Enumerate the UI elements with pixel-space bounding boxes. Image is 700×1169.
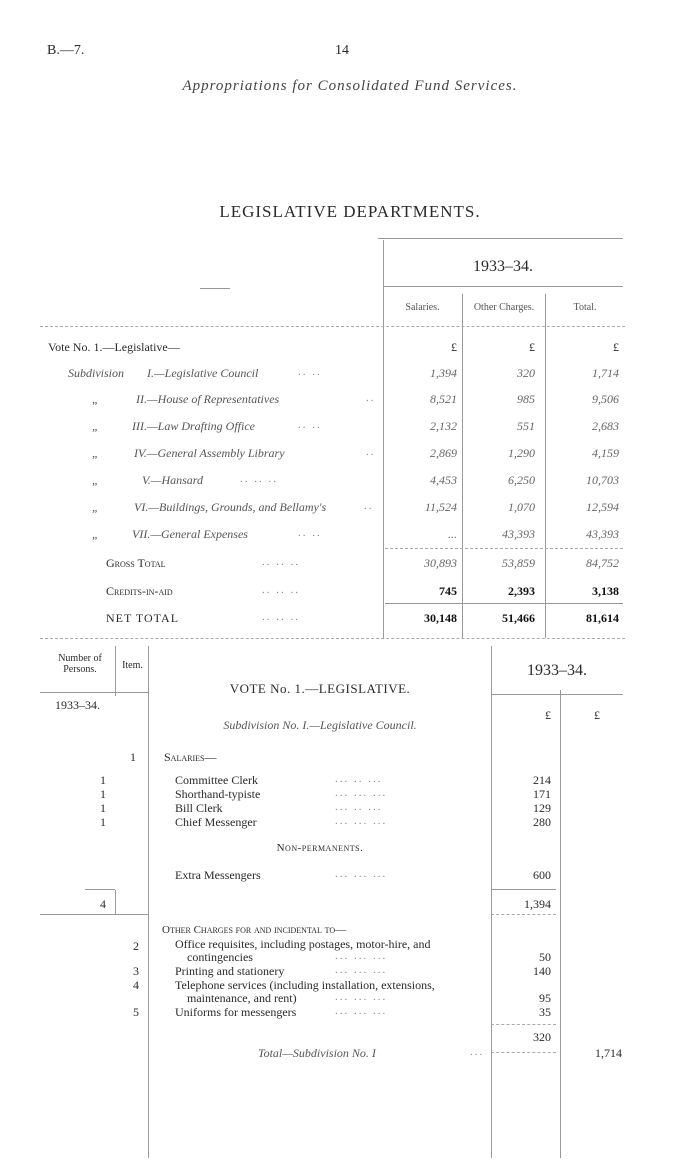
leader-dots: .. ..	[298, 419, 322, 431]
row-label: I.—Legislative Council	[147, 366, 259, 380]
leader-dots: .. .. ..	[240, 473, 278, 485]
currency-other: £	[529, 340, 535, 354]
salaries-heading: Salaries—	[164, 750, 217, 764]
other-charges-text: Other Charges for and incidental to—	[162, 924, 347, 936]
other-amount: 50	[539, 950, 551, 964]
row-other: 551	[517, 419, 535, 433]
row-total: 2,683	[592, 419, 619, 433]
leader-dots: ... ... ...	[335, 868, 388, 880]
col-total: Total.	[573, 302, 597, 313]
non-permanents-heading	[150, 842, 490, 854]
credits-total: 3,138	[592, 584, 619, 598]
row-prefix: „	[92, 446, 99, 460]
other-label: Office requisites, including postages, motor-hire, and	[175, 937, 431, 951]
rule	[560, 690, 561, 1158]
row-label: VI.—Buildings, Grounds, and Bellamy's	[134, 500, 327, 514]
row-salaries: 11,524	[424, 500, 457, 514]
rule	[491, 889, 556, 890]
salary-label: Bill Clerk	[175, 801, 223, 815]
leader-dots: ... ... ...	[335, 964, 388, 976]
item-number: 3	[133, 964, 139, 978]
row-prefix: Subdivision	[68, 366, 124, 380]
salaries-total: 1,394	[524, 897, 551, 911]
col-item: Item.	[122, 660, 143, 671]
leader-dots: ... ... ...	[335, 787, 388, 799]
currency-col2: £	[594, 708, 600, 722]
other-charges-heading	[162, 924, 346, 936]
rule	[148, 646, 149, 1158]
rule	[491, 1024, 556, 1025]
rule	[491, 694, 623, 695]
leader-dots: .. .. ..	[262, 556, 300, 568]
row-prefix: „	[92, 527, 99, 541]
persons-count: 1	[100, 801, 106, 815]
vote-title: Vote No. 1.—Legislative—	[48, 340, 180, 354]
salary-amount: 129	[533, 801, 551, 815]
extra-messengers-label: Extra Messengers	[175, 868, 261, 882]
non-permanents-text: Non-permanents.	[276, 842, 364, 854]
extra-messengers-amount: 600	[533, 868, 551, 882]
leader-dots: .. .. ..	[262, 584, 300, 596]
row-prefix: „	[92, 419, 99, 433]
rule	[40, 914, 148, 915]
row-other: 985	[517, 392, 535, 406]
credits-other: 2,393	[508, 584, 535, 598]
currency-salaries: £	[451, 340, 457, 354]
rule	[40, 692, 148, 693]
rule	[491, 914, 556, 915]
row-label: III.—Law Drafting Office	[132, 419, 255, 433]
leader-dots: ...	[470, 1046, 485, 1058]
row-label: II.—House of Representatives	[136, 392, 280, 406]
rule	[378, 238, 623, 239]
rule	[385, 603, 623, 604]
leader-dots: ... ... ...	[335, 950, 388, 962]
other-label-cont: contingencies	[187, 950, 253, 964]
leader-dots: .. ..	[298, 366, 322, 378]
summary-year: 1933–34.	[473, 258, 533, 275]
leader-dots: .. .. ..	[262, 611, 300, 623]
rule	[385, 548, 623, 549]
item-number: 4	[133, 978, 139, 992]
department-title: LEGISLATIVE DEPARTMENTS.	[219, 202, 481, 221]
leader-dots: ..	[366, 446, 376, 458]
persons-count: 1	[100, 787, 106, 801]
salary-amount: 214	[533, 773, 551, 787]
credits-label: Credits-in-aid	[106, 584, 173, 598]
other-amount: 95	[539, 991, 551, 1005]
rule	[40, 326, 625, 327]
other-amount: 140	[533, 964, 551, 978]
rule	[115, 890, 116, 914]
page-subtitle: Appropriations for Consolidated Fund Services.	[182, 78, 518, 94]
row-prefix: „	[92, 473, 99, 487]
salary-label: Shorthand-typiste	[175, 787, 261, 801]
item-number: 1	[130, 750, 136, 764]
leader-dots: ..	[366, 392, 376, 404]
gross-other: 53,859	[502, 556, 535, 570]
col-other-charges: Other Charges.	[473, 302, 535, 313]
net-salaries: 30,148	[424, 611, 457, 625]
leader-dots: .. ..	[298, 527, 322, 539]
salary-label: Committee Clerk	[175, 773, 258, 787]
net-total: 81,614	[586, 611, 619, 625]
salary-label: Chief Messenger	[175, 815, 257, 829]
leader-dots: ... ... ...	[335, 991, 388, 1003]
gross-total: 84,752	[586, 556, 619, 570]
other-amount: 35	[539, 1005, 551, 1019]
salary-amount: 280	[533, 815, 551, 829]
row-prefix: „	[92, 392, 99, 406]
row-salaries: 1,394	[430, 366, 457, 380]
row-total: 10,703	[586, 473, 619, 487]
persons-count: 1	[100, 815, 106, 829]
row-other: 1,070	[508, 500, 535, 514]
leader-dots: ..	[364, 500, 374, 512]
col-number-of-persons: Number of Persons.	[58, 653, 102, 675]
col-salaries: Salaries.	[405, 302, 440, 313]
persons-total: 4	[100, 897, 106, 911]
item-number: 5	[133, 1005, 139, 1019]
net-label: NET TOTAL	[106, 611, 180, 625]
row-other: 43,393	[502, 527, 535, 541]
other-label-cont: maintenance, and rent)	[187, 991, 297, 1005]
row-label: IV.—General Assembly Library	[134, 446, 285, 460]
salary-amount: 171	[533, 787, 551, 801]
item-number: 2	[133, 939, 139, 953]
row-prefix: „	[92, 500, 99, 514]
subdivision-title: Subdivision No. I.—Legislative Council.	[223, 718, 417, 732]
subdivision-total-label: Total—Subdivision No. I	[258, 1046, 376, 1060]
row-label: V.—Hansard	[142, 473, 204, 487]
page-number: 14	[335, 43, 349, 58]
credits-salaries: 745	[439, 584, 457, 598]
row-other: 320	[517, 366, 535, 380]
row-other: 1,290	[508, 446, 535, 460]
rule	[491, 1052, 556, 1053]
currency-col1: £	[545, 708, 551, 722]
document-ref: B.—7.	[47, 43, 85, 58]
row-salaries: 2,869	[430, 446, 457, 460]
rule	[200, 288, 230, 289]
gross-label: Gross Total	[106, 556, 166, 570]
vote-title: VOTE No. 1.—LEGISLATIVE.	[229, 681, 411, 696]
rule	[115, 646, 116, 696]
net-other: 51,466	[502, 611, 535, 625]
leader-dots: ... ... ...	[335, 815, 388, 827]
rule	[40, 638, 625, 639]
rule	[545, 294, 546, 638]
row-other: 6,250	[508, 473, 535, 487]
persons-count: 1	[100, 773, 106, 787]
row-total: 12,594	[586, 500, 619, 514]
rule	[85, 889, 115, 890]
other-label: Uniforms for messengers	[175, 1005, 297, 1019]
row-salaries: 2,132	[430, 419, 457, 433]
row-total: 4,159	[592, 446, 619, 460]
row-label: VII.—General Expenses	[132, 527, 248, 541]
row-total: 1,714	[592, 366, 619, 380]
leader-dots: ... .. ...	[335, 801, 383, 813]
detail-year: 1933–34.	[527, 662, 587, 679]
row-total: 43,393	[586, 527, 619, 541]
other-label: Telephone services (including installation, extensions,	[175, 978, 435, 992]
subdivision-total: 1,714	[595, 1046, 622, 1060]
gross-salaries: 30,893	[424, 556, 457, 570]
currency-total: £	[613, 340, 619, 354]
row-salaries: ...	[448, 527, 457, 541]
leader-dots: ... ... ...	[335, 1005, 388, 1017]
row-salaries: 4,453	[430, 473, 457, 487]
other-total: 320	[533, 1030, 551, 1044]
rule	[383, 240, 384, 638]
row-total: 9,506	[592, 392, 619, 406]
row-salaries: 8,521	[430, 392, 457, 406]
leader-dots: ... .. ...	[335, 773, 383, 785]
persons-year: 1933–34.	[55, 698, 100, 712]
other-label: Printing and stationery	[175, 964, 285, 978]
rule	[383, 286, 623, 287]
